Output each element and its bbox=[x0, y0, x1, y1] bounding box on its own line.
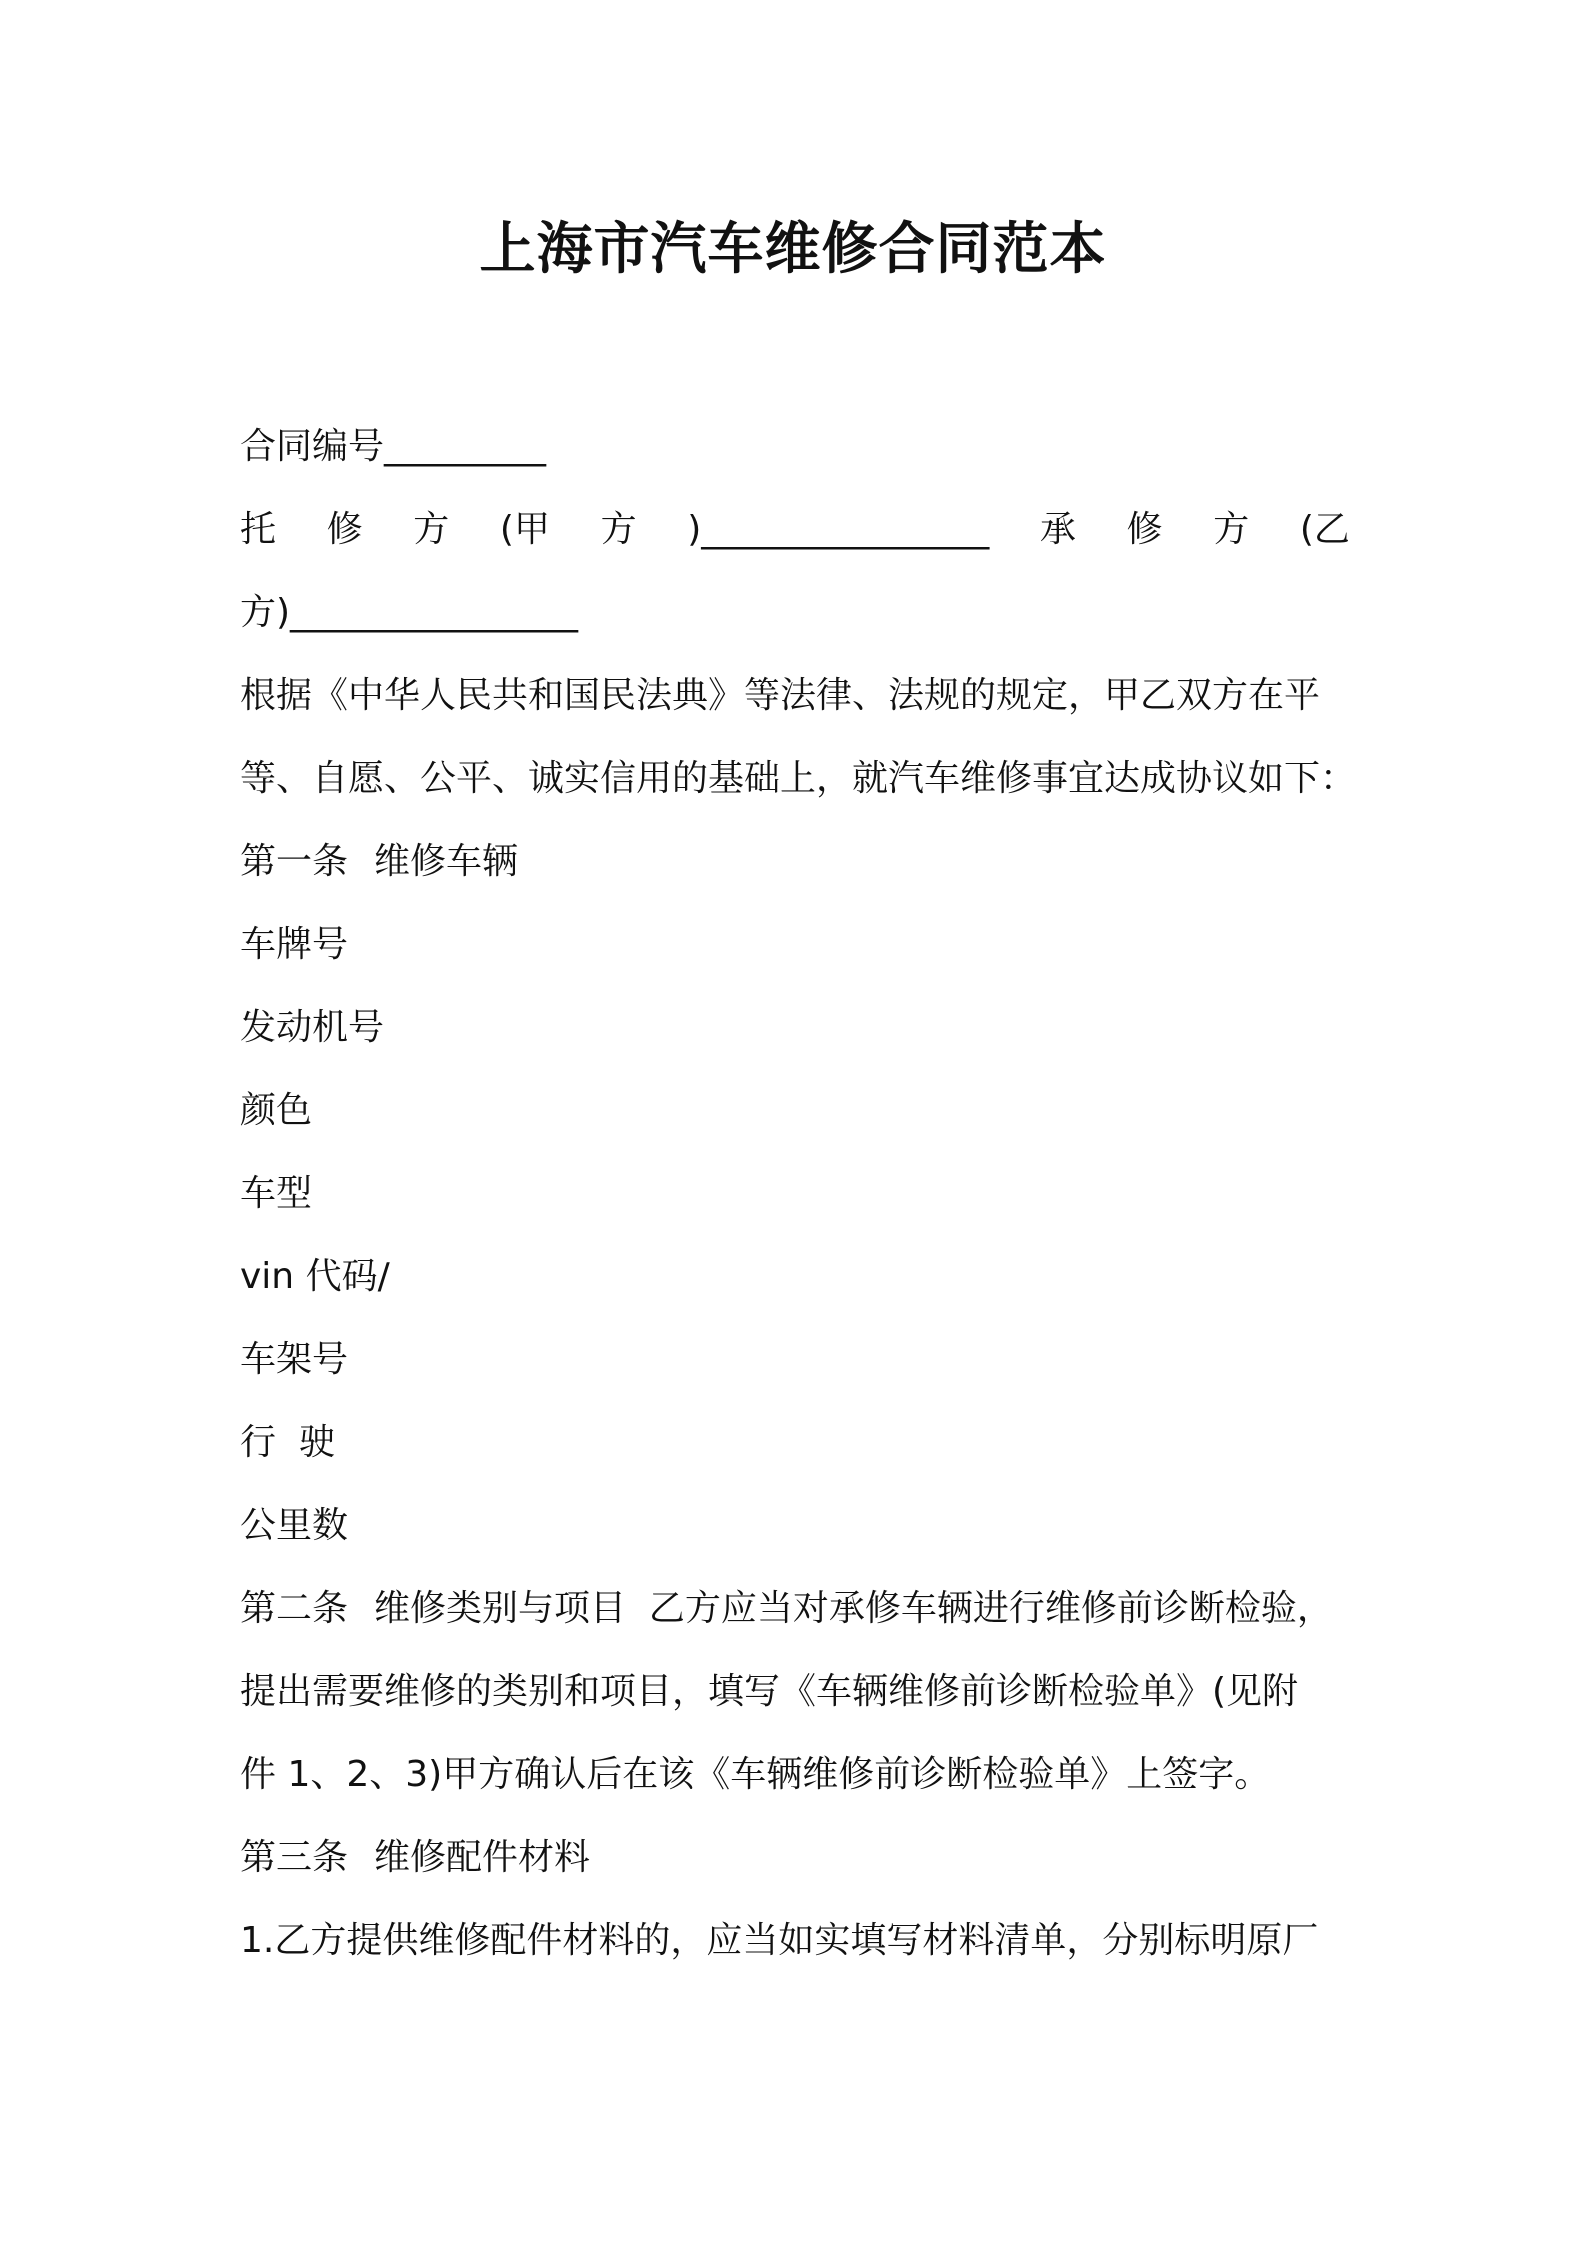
party-token: (甲 bbox=[499, 509, 550, 550]
field-driving: 行 驶 bbox=[240, 1422, 335, 1463]
contract-number-line: 合同编号_________ bbox=[240, 426, 547, 467]
article-number: 第一条 bbox=[240, 841, 349, 882]
article-2-line-1 bbox=[240, 1567, 1350, 1650]
party-token: 修 bbox=[326, 509, 363, 550]
party-line-1 bbox=[240, 488, 1350, 571]
party-token: (乙 bbox=[1299, 509, 1350, 550]
field-mileage: 公里数 bbox=[240, 1505, 349, 1546]
party-line-2: 方)________________ bbox=[240, 592, 579, 633]
article-1-heading bbox=[240, 820, 1350, 903]
party-token: 修 bbox=[1126, 509, 1163, 550]
field-frame-number: 车架号 bbox=[240, 1339, 349, 1380]
intro-line-1: 根据《中华人民共和国民法典》等法律、法规的规定，甲乙双方在平 bbox=[240, 675, 1321, 716]
party-token: )________________ bbox=[687, 509, 990, 550]
party-token: 方 bbox=[1213, 509, 1250, 550]
article-title: 维修车辆 bbox=[374, 841, 519, 882]
article-3-item-1: 1.乙方提供维修配件材料的，应当如实填写材料清单，分别标明原厂 bbox=[240, 1920, 1319, 1961]
article-2-line-3: 件 1、2、3)甲方确认后在该《车辆维修前诊断检验单》上签字。 bbox=[240, 1754, 1271, 1795]
article-number: 第二条 bbox=[240, 1588, 349, 1629]
field-color: 颜色 bbox=[240, 1090, 313, 1131]
article-2-line-2: 提出需要维修的类别和项目，填写《车辆维修前诊断检验单》(见附 bbox=[240, 1671, 1299, 1712]
party-token: 方 bbox=[413, 509, 450, 550]
field-vehicle-model: 车型 bbox=[240, 1173, 313, 1214]
party-token: 承 bbox=[1039, 509, 1076, 550]
intro-line-2: 等、自愿、公平、诚实信用的基础上，就汽车维修事宜达成协议如下： bbox=[240, 758, 1357, 799]
article-title: 维修配件材料 bbox=[374, 1837, 591, 1878]
article-number: 第三条 bbox=[240, 1837, 349, 1878]
field-license-plate: 车牌号 bbox=[240, 924, 349, 965]
field-engine-number: 发动机号 bbox=[240, 1007, 385, 1048]
document-title: 上海市汽车维修合同范本 bbox=[479, 217, 1107, 282]
field-vin-code: vin 代码/ bbox=[240, 1256, 390, 1297]
article-text: 维修类别与项目 乙方应当对承修车辆进行维修前诊断检验， bbox=[374, 1588, 1333, 1629]
party-token: 方 bbox=[600, 509, 637, 550]
party-token: 托 bbox=[240, 509, 277, 550]
article-3-heading bbox=[240, 1816, 1350, 1899]
document-body bbox=[240, 405, 1357, 1982]
